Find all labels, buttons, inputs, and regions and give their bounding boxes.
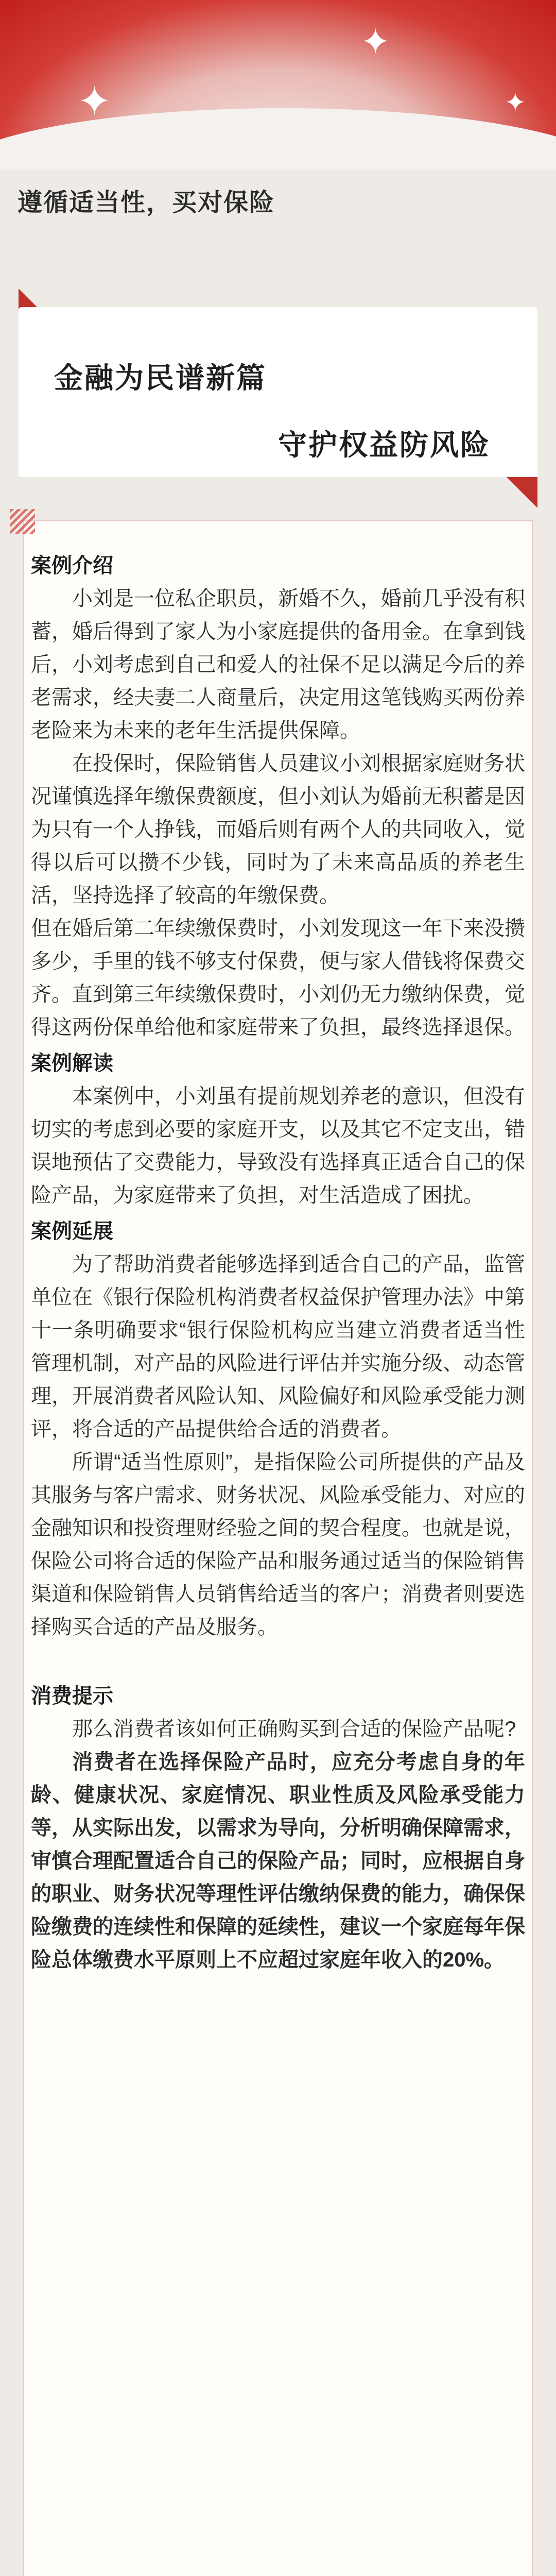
paragraph: 小刘是一位私企职员，新婚不久，婚前几乎没有积蓄，婚后得到了家人为小家庭提供的备用金。在拿到钱后，小刘考虑到自己和爱人的社保不足以满足今后的养老需求，经夫妻二人商量后，决定用这笔钱购买两份养老险来为未来的老年生活提供保障。 [31, 587, 525, 742]
paragraph: 那么消费者该如何正确购买到合适的保险产品呢? [72, 1718, 516, 1740]
title-line-2: 守护权益防风险 [278, 429, 491, 461]
paragraph: 在投保时，保险销售人员建议小刘根据家庭财务状况谨慎选择年缴保费额度，但小刘认为婚前无积蓄是因为只有一个人挣钱，而婚后则有两个人的共同收入，觉得以后可以攒不少钱，同时为了未来高品质的养老生活，坚持选择了较高的年缴保费。 [31, 752, 525, 907]
title-line-1: 金融为民谱新篇 [54, 362, 267, 394]
section-heading: 案例延展 [31, 1220, 113, 1243]
header-subtitle: 遵循适当性，买对保险 [18, 189, 275, 216]
article-content [31, 546, 525, 1976]
spacer [31, 1643, 525, 1676]
paragraph: 但在婚后第二年续缴保费时，小刘发现这一年下来没攒多少，手里的钱不够支付保费，便与家人借钱将保费交齐。直到第三年续缴保费时，小刘仍无力缴纳保费，觉得这两份保单给他和家庭带来了负担，最终选择退保。 [31, 917, 525, 1039]
section-heading: 案例介绍 [31, 554, 113, 577]
paragraph: 本案例中，小刘虽有提前规划养老的意识，但没有切实的考虑到必要的家庭开支，以及其它不定支出，错误地预估了交费能力，导致没有选择真正适合自己的保险产品，为家庭带来了负担，对生活造成了困扰。 [31, 1085, 525, 1207]
corner-stripes [10, 509, 35, 534]
sparkle-icon: ✦ [77, 77, 112, 125]
top-banner [0, 0, 556, 170]
section-heading: 消费提示 [31, 1685, 113, 1707]
paragraph: 消费者在选择保险产品时，应充分考虑自身的年龄、健康状况、家庭情况、职业性质及风险承受能力等，从实际出发，以需求为导向，分析明确保障需求，审慎合理配置适合自己的保险产品；同时，应根据自身的职业、财务状况等理性评估缴纳保费的能力，确保保险缴费的连续性和保障的延续性，建议一个家庭每年保险总体缴费水平原则上不应超过家庭年收入的20%。 [31, 1751, 525, 1971]
sparkle-icon: ✦ [505, 88, 526, 117]
corner-decoration [507, 477, 537, 508]
paragraph: 所谓“适当性原则”，是指保险公司所提供的产品及其服务与客户需求、财务状况、风险承受能力、对应的金融知识和投资理财经验之间的契合程度。也就是说，保险公司将合适的保险产品和服务通过适当的保险销售渠道和保险销售人员销售给适当的客户；消费者则要选择购买合适的产品及服务。 [31, 1451, 525, 1638]
section-heading: 案例解读 [31, 1052, 113, 1075]
sparkle-icon: ✦ [360, 21, 391, 63]
paragraph: 为了帮助消费者能够选择到适合自己的产品，监管单位在《银行保险机构消费者权益保护管理办法》中第十一条明确要求“银行保险机构应当建立消费者适当性管理机制，对产品的风险进行评估并实施分级、动态管理，开展消费者风险认知、风险偏好和风险承受能力测评，将合适的产品提供给合适的消费者。 [31, 1253, 525, 1440]
